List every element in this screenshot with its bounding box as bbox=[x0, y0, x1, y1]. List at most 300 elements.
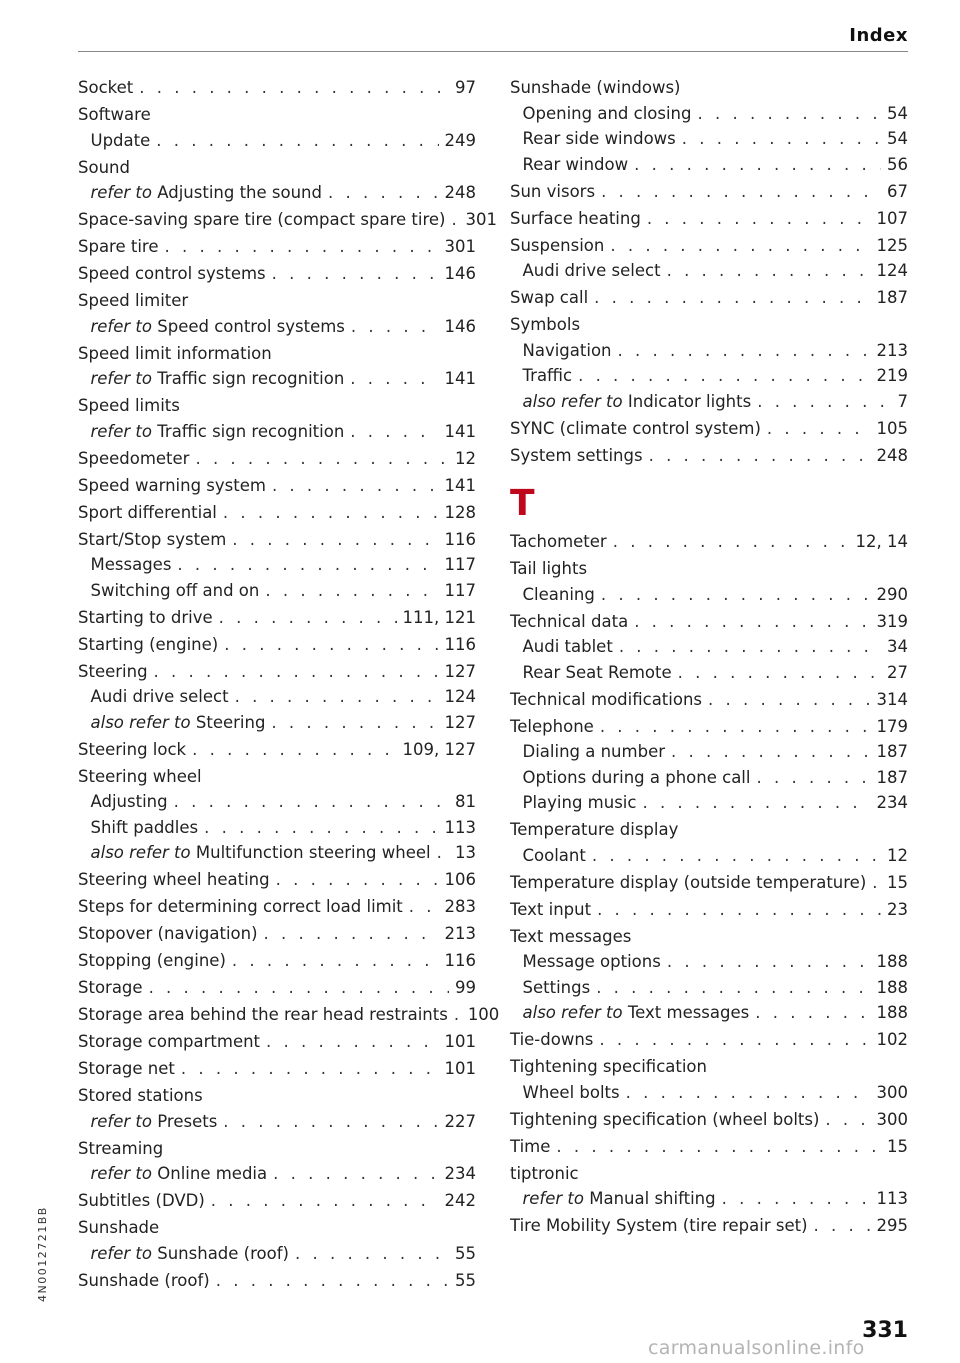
page-reference[interactable]: 13 bbox=[455, 843, 476, 862]
entry-term: Temperature display bbox=[510, 820, 679, 839]
entry-term: Sunshade (roof) bbox=[157, 1243, 289, 1263]
index-entry bbox=[510, 1107, 908, 1133]
page-reference[interactable]: 111, 121 bbox=[402, 607, 476, 627]
entry-text bbox=[91, 840, 431, 866]
entry-term: Storage area behind the rear head restraints bbox=[78, 1005, 448, 1024]
index-entry bbox=[510, 897, 908, 923]
entry-text bbox=[523, 363, 573, 389]
index-subentry bbox=[510, 975, 908, 1001]
entry-term: Speed control systems bbox=[157, 316, 345, 336]
cross-reference-label: refer to bbox=[90, 369, 152, 388]
entry-term: Socket bbox=[78, 78, 134, 97]
dot-leader bbox=[211, 1188, 439, 1214]
entry-text bbox=[91, 578, 260, 604]
entry-text bbox=[78, 632, 218, 658]
page-reference[interactable]: 97 bbox=[455, 78, 476, 97]
index-entry bbox=[78, 102, 476, 128]
entry-term: Multifunction steering wheel bbox=[195, 843, 431, 862]
dot-leader bbox=[451, 207, 459, 233]
entry-term: Traffic bbox=[522, 366, 573, 385]
index-subentry bbox=[78, 578, 476, 604]
entry-term: Audi tablet bbox=[522, 637, 613, 656]
dot-leader bbox=[767, 416, 871, 442]
entry-term: Steering wheel bbox=[78, 766, 202, 786]
page-reference[interactable]: 127 bbox=[444, 712, 476, 732]
cross-reference-label: refer to bbox=[90, 421, 152, 441]
entry-term: Sunshade (windows) bbox=[510, 78, 681, 97]
index-entry bbox=[78, 527, 476, 553]
entry-text bbox=[510, 1161, 579, 1187]
page-reference[interactable]: 301 bbox=[444, 237, 476, 256]
entry-term: Technical data bbox=[510, 611, 629, 631]
entry-text bbox=[510, 1027, 593, 1053]
entry-term: Message options bbox=[522, 952, 661, 971]
cross-reference-label: refer to bbox=[90, 183, 152, 202]
entry-text bbox=[91, 789, 168, 815]
dot-leader bbox=[232, 527, 438, 553]
dot-leader bbox=[351, 314, 439, 340]
entry-text bbox=[78, 921, 258, 947]
index-entry bbox=[78, 1083, 476, 1109]
entry-text bbox=[91, 552, 172, 578]
entry-text bbox=[523, 949, 661, 975]
entry-term: Sun visors bbox=[510, 181, 596, 201]
page-reference[interactable]: 81 bbox=[455, 792, 476, 811]
page-reference[interactable]: 188 bbox=[876, 977, 908, 997]
dot-leader bbox=[825, 1107, 870, 1133]
page-reference[interactable]: 248 bbox=[444, 183, 476, 202]
index-subentry bbox=[78, 789, 476, 815]
index-entry bbox=[510, 529, 908, 555]
page-reference[interactable]: 300 bbox=[876, 1082, 908, 1102]
dot-leader bbox=[722, 1186, 871, 1212]
entry-term: Playing music bbox=[522, 793, 637, 812]
dot-leader bbox=[177, 552, 438, 578]
cross-reference-label: refer to bbox=[90, 316, 152, 336]
entry-term: Speed warning system bbox=[78, 475, 266, 495]
index-entry bbox=[78, 1188, 476, 1214]
entry-text bbox=[78, 393, 180, 419]
entry-term: Tie-downs bbox=[510, 1030, 594, 1049]
entry-term: Tail lights bbox=[510, 559, 588, 578]
page-reference[interactable]: 106 bbox=[444, 870, 476, 889]
index-entry bbox=[510, 714, 908, 740]
entry-text bbox=[78, 527, 226, 553]
dot-leader bbox=[235, 684, 439, 710]
entry-text bbox=[510, 870, 866, 896]
entry-text bbox=[523, 843, 586, 869]
entry-text bbox=[523, 660, 672, 686]
dot-leader bbox=[224, 632, 438, 658]
index-subentry bbox=[78, 419, 476, 445]
page-reference[interactable]: 12 bbox=[887, 845, 908, 865]
index-subentry bbox=[78, 366, 476, 392]
entry-text bbox=[510, 416, 761, 442]
dot-leader bbox=[626, 1080, 871, 1106]
page-reference[interactable]: 105 bbox=[876, 418, 908, 438]
index-entry bbox=[510, 924, 908, 950]
entry-term: Steering bbox=[78, 661, 148, 681]
entry-term: Sport differential bbox=[78, 502, 217, 522]
dot-leader bbox=[678, 660, 881, 686]
index-entry bbox=[510, 1027, 908, 1053]
dot-leader bbox=[613, 529, 850, 555]
dot-leader bbox=[757, 389, 891, 415]
page-reference[interactable]: 101 bbox=[444, 1059, 476, 1078]
index-subentry bbox=[510, 634, 908, 660]
entry-text bbox=[78, 1029, 260, 1055]
page-reference[interactable]: 319 bbox=[876, 611, 908, 631]
entry-term: Swap call bbox=[510, 288, 589, 307]
page-reference[interactable]: 188 bbox=[876, 1003, 908, 1022]
entry-text bbox=[78, 948, 226, 974]
entry-term: Stopover (navigation) bbox=[78, 924, 258, 943]
index-entry bbox=[510, 179, 908, 205]
index-entry bbox=[510, 416, 908, 442]
page-reference[interactable]: 99 bbox=[455, 978, 476, 997]
entry-text bbox=[91, 366, 345, 392]
index-entry bbox=[78, 500, 476, 526]
dot-leader bbox=[634, 609, 870, 635]
entry-term: Adjusting the sound bbox=[157, 183, 322, 202]
entry-term: Speed control systems bbox=[78, 264, 266, 283]
dot-leader bbox=[154, 659, 439, 685]
dot-leader bbox=[601, 582, 871, 608]
cross-reference-label: refer to bbox=[90, 1164, 152, 1183]
index-entry bbox=[78, 1002, 500, 1028]
page-reference[interactable]: 12 bbox=[455, 448, 476, 468]
entry-term: Tightening specification bbox=[510, 1057, 707, 1076]
dot-leader bbox=[139, 75, 449, 101]
index-entry bbox=[78, 1215, 476, 1241]
dot-leader bbox=[195, 446, 449, 472]
entry-text bbox=[91, 815, 199, 841]
page-reference[interactable]: 102 bbox=[876, 1030, 908, 1049]
entry-term: Storage net bbox=[78, 1059, 175, 1078]
page-reference[interactable]: 314 bbox=[876, 689, 908, 709]
entry-term: tiptronic bbox=[510, 1163, 579, 1183]
dot-leader bbox=[350, 419, 438, 445]
page-reference[interactable]: 56 bbox=[887, 154, 908, 174]
entry-text bbox=[523, 126, 676, 152]
page-reference[interactable]: 301 bbox=[465, 210, 497, 229]
dot-leader bbox=[165, 234, 439, 260]
index-subentry bbox=[510, 258, 908, 284]
entry-text bbox=[78, 207, 445, 233]
page-reference[interactable]: 141 bbox=[444, 369, 476, 388]
entry-term: Manual shifting bbox=[589, 1189, 716, 1208]
entry-term: Cleaning bbox=[522, 584, 595, 604]
index-subentry bbox=[510, 949, 908, 975]
dot-leader bbox=[755, 1000, 870, 1026]
page-reference[interactable]: 242 bbox=[444, 1191, 476, 1210]
entry-term: Text messages bbox=[627, 1003, 750, 1022]
page-reference[interactable]: 100 bbox=[467, 1005, 500, 1024]
cross-reference-label: refer to bbox=[90, 1111, 152, 1131]
dot-leader bbox=[601, 179, 881, 205]
page-reference[interactable]: 124 bbox=[444, 687, 476, 706]
index-entry bbox=[78, 261, 476, 287]
dot-leader bbox=[708, 687, 870, 713]
dot-leader bbox=[667, 949, 871, 975]
entry-term: Steering wheel heating bbox=[78, 870, 270, 889]
entry-text bbox=[78, 1136, 163, 1162]
index-entry bbox=[78, 1136, 476, 1162]
dot-leader bbox=[232, 948, 439, 974]
page-reference[interactable]: 187 bbox=[876, 288, 908, 307]
index-subentry bbox=[78, 815, 476, 841]
page-reference[interactable]: 54 bbox=[887, 129, 908, 148]
watermark-text: carmanualsonline.info bbox=[648, 1337, 865, 1359]
dot-leader bbox=[597, 897, 881, 923]
entry-text bbox=[523, 1186, 716, 1212]
page-reference[interactable]: 141 bbox=[444, 421, 476, 441]
entry-term: Stopping (engine) bbox=[78, 951, 226, 970]
entry-term: Text messages bbox=[510, 926, 632, 946]
index-entry bbox=[510, 443, 908, 469]
page-reference[interactable]: 67 bbox=[887, 181, 908, 201]
index-subentry bbox=[78, 1241, 476, 1267]
page-reference[interactable]: 113 bbox=[876, 1189, 908, 1208]
page-reference[interactable]: 117 bbox=[444, 555, 476, 574]
entry-text bbox=[78, 605, 213, 631]
entry-term: Options during a phone call bbox=[522, 767, 751, 787]
dot-leader bbox=[599, 1027, 870, 1053]
page-reference[interactable]: 141 bbox=[444, 475, 476, 495]
page-reference[interactable]: 146 bbox=[444, 264, 476, 283]
index-subentry bbox=[510, 363, 908, 389]
page-reference[interactable]: 7 bbox=[897, 391, 908, 411]
entry-term: Coolant bbox=[522, 845, 586, 865]
entry-text bbox=[78, 102, 151, 128]
entry-term: Audi drive select bbox=[522, 261, 661, 280]
page-reference[interactable]: 213 bbox=[876, 340, 908, 360]
cross-reference-label: refer to bbox=[522, 1189, 584, 1208]
dot-leader bbox=[174, 789, 449, 815]
dot-leader bbox=[647, 206, 871, 232]
entry-text bbox=[510, 1107, 819, 1133]
entry-term: Steps for determining correct load limit bbox=[78, 897, 403, 916]
entry-text bbox=[523, 975, 591, 1001]
index-entry bbox=[78, 75, 476, 101]
entry-text bbox=[78, 867, 270, 893]
dot-leader bbox=[682, 126, 881, 152]
entry-text bbox=[78, 764, 202, 790]
entry-term: Tightening specification (wheel bolts) bbox=[510, 1109, 820, 1129]
entry-text bbox=[78, 234, 159, 260]
page-reference[interactable]: 34 bbox=[887, 637, 908, 656]
entry-text bbox=[510, 1213, 808, 1239]
index-entry bbox=[510, 312, 908, 338]
page-reference[interactable]: 101 bbox=[444, 1032, 476, 1051]
index-entry bbox=[78, 894, 476, 920]
page-reference[interactable]: 12, 14 bbox=[855, 532, 908, 551]
dot-leader bbox=[667, 258, 871, 284]
index-entry bbox=[510, 75, 908, 101]
index-entry bbox=[78, 1029, 476, 1055]
page-reference[interactable]: 116 bbox=[444, 529, 476, 549]
entry-text bbox=[78, 737, 186, 763]
entry-term: Rear Seat Remote bbox=[522, 662, 672, 682]
dot-leader bbox=[642, 790, 870, 816]
index-entry bbox=[510, 1161, 908, 1187]
entry-term: Speed limit information bbox=[78, 343, 272, 363]
index-subentry bbox=[510, 1080, 908, 1106]
page-reference[interactable]: 300 bbox=[876, 1109, 908, 1129]
dot-leader bbox=[610, 233, 870, 259]
page-reference[interactable]: 219 bbox=[876, 366, 908, 385]
page-reference[interactable]: 117 bbox=[444, 580, 476, 600]
page-reference[interactable]: 125 bbox=[876, 235, 908, 255]
page-reference[interactable]: 27 bbox=[887, 662, 908, 682]
entry-term: SYNC (climate control system) bbox=[510, 418, 761, 438]
entry-term: Adjusting bbox=[90, 792, 168, 811]
entry-term: Update bbox=[90, 130, 151, 150]
dot-leader bbox=[592, 843, 881, 869]
index-entry bbox=[510, 817, 908, 843]
page-reference[interactable]: 107 bbox=[876, 208, 908, 228]
dot-leader bbox=[671, 739, 871, 765]
page-reference[interactable]: 109, 127 bbox=[402, 739, 476, 759]
page-reference[interactable]: 116 bbox=[444, 951, 476, 970]
page-reference[interactable]: 179 bbox=[876, 716, 908, 736]
entry-term: Traffic sign recognition bbox=[157, 421, 345, 441]
entry-text bbox=[523, 739, 666, 765]
page-reference[interactable]: 234 bbox=[444, 1164, 476, 1183]
dot-leader bbox=[872, 870, 881, 896]
index-entry bbox=[78, 207, 497, 233]
page-reference[interactable]: 55 bbox=[455, 1243, 476, 1263]
page-reference[interactable]: 54 bbox=[887, 103, 908, 123]
entry-text bbox=[91, 684, 229, 710]
dot-leader bbox=[295, 1241, 449, 1267]
dot-leader bbox=[328, 180, 439, 206]
index-column-left bbox=[78, 75, 500, 1293]
entry-term: Starting to drive bbox=[78, 607, 213, 627]
entry-text bbox=[78, 1002, 448, 1028]
entry-term: Starting (engine) bbox=[78, 634, 219, 654]
index-letter-heading: T bbox=[510, 483, 535, 524]
entry-term: Steering bbox=[195, 712, 266, 732]
cross-reference-label: also refer to bbox=[90, 843, 191, 862]
index-subentry bbox=[78, 180, 476, 206]
entry-text bbox=[510, 75, 681, 101]
index-subentry bbox=[510, 582, 908, 608]
index-entry bbox=[78, 605, 476, 631]
page-reference[interactable]: 127 bbox=[444, 661, 476, 681]
page-reference[interactable]: 187 bbox=[876, 767, 908, 787]
dot-leader bbox=[600, 714, 871, 740]
entry-text bbox=[523, 389, 752, 415]
document-code: 4N0012721BB bbox=[36, 1206, 49, 1302]
entry-term: Spare tire bbox=[78, 237, 159, 256]
page-reference[interactable]: 124 bbox=[876, 261, 908, 280]
index-entry bbox=[510, 609, 908, 635]
index-subentry bbox=[510, 765, 908, 791]
entry-term: Space-saving spare tire (compact spare tire) bbox=[78, 210, 446, 229]
entry-text bbox=[510, 529, 607, 555]
dot-leader bbox=[618, 338, 871, 364]
page-reference[interactable]: 188 bbox=[876, 952, 908, 971]
index-entry bbox=[78, 659, 476, 685]
page-reference[interactable]: 113 bbox=[444, 817, 476, 837]
dot-leader bbox=[454, 1002, 462, 1028]
index-entry bbox=[510, 870, 908, 896]
entry-term: Settings bbox=[522, 977, 591, 997]
page-reference[interactable]: 213 bbox=[444, 924, 476, 943]
entry-term: Opening and closing bbox=[522, 103, 692, 123]
dot-leader bbox=[181, 1056, 439, 1082]
index-subentry bbox=[78, 710, 476, 736]
index-entry bbox=[510, 206, 908, 232]
dot-leader bbox=[619, 634, 881, 660]
entry-term: Rear side windows bbox=[522, 129, 676, 148]
index-entry bbox=[78, 155, 476, 181]
page-reference[interactable]: 55 bbox=[455, 1270, 476, 1290]
page-reference[interactable]: 248 bbox=[876, 445, 908, 465]
dot-leader bbox=[271, 710, 438, 736]
dot-leader bbox=[223, 1109, 438, 1135]
entry-term: Speed limits bbox=[78, 396, 180, 415]
page-reference[interactable]: 15 bbox=[887, 872, 908, 892]
page-reference[interactable]: 23 bbox=[887, 899, 908, 919]
entry-text bbox=[91, 180, 323, 206]
entry-text bbox=[510, 206, 641, 232]
entry-text bbox=[523, 765, 751, 791]
entry-text bbox=[510, 924, 631, 950]
dot-leader bbox=[192, 737, 396, 763]
index-subentry bbox=[78, 1161, 476, 1187]
page-reference[interactable]: 128 bbox=[444, 502, 476, 522]
dot-leader bbox=[273, 1161, 438, 1187]
page-reference[interactable]: 227 bbox=[444, 1111, 476, 1131]
entry-term: Streaming bbox=[78, 1138, 164, 1158]
page-reference[interactable]: 234 bbox=[876, 793, 908, 812]
index-subentry bbox=[78, 1109, 476, 1135]
page-reference[interactable]: 290 bbox=[876, 584, 908, 604]
dot-leader bbox=[634, 152, 881, 178]
entry-text bbox=[510, 233, 604, 259]
entry-text bbox=[78, 975, 143, 1001]
page-reference[interactable]: 283 bbox=[444, 897, 476, 916]
page-reference[interactable]: 116 bbox=[444, 634, 476, 654]
index-entry bbox=[78, 921, 476, 947]
page-reference[interactable]: 249 bbox=[444, 130, 476, 150]
page-reference[interactable]: 295 bbox=[876, 1216, 908, 1235]
dot-leader bbox=[223, 500, 439, 526]
index-entry bbox=[78, 1268, 476, 1294]
index-subentry bbox=[510, 843, 908, 869]
entry-text bbox=[523, 1080, 620, 1106]
index-entry bbox=[78, 393, 476, 419]
index-entry bbox=[78, 632, 476, 658]
index-entry bbox=[510, 233, 908, 259]
entry-text bbox=[78, 75, 133, 101]
entry-text bbox=[523, 582, 595, 608]
page-reference[interactable]: 146 bbox=[444, 316, 476, 336]
entry-term: Traffic sign recognition bbox=[157, 369, 345, 388]
index-entry bbox=[78, 446, 476, 472]
page-reference[interactable]: 187 bbox=[876, 742, 908, 761]
index-entry bbox=[510, 1134, 908, 1160]
page-header-title: Index bbox=[849, 25, 908, 46]
page-reference[interactable]: 15 bbox=[887, 1136, 908, 1156]
index-subentry bbox=[510, 389, 908, 415]
dot-leader bbox=[204, 815, 438, 841]
entry-term: Time bbox=[510, 1136, 551, 1156]
cross-reference-label: also refer to bbox=[522, 1003, 623, 1022]
entry-text bbox=[523, 338, 612, 364]
